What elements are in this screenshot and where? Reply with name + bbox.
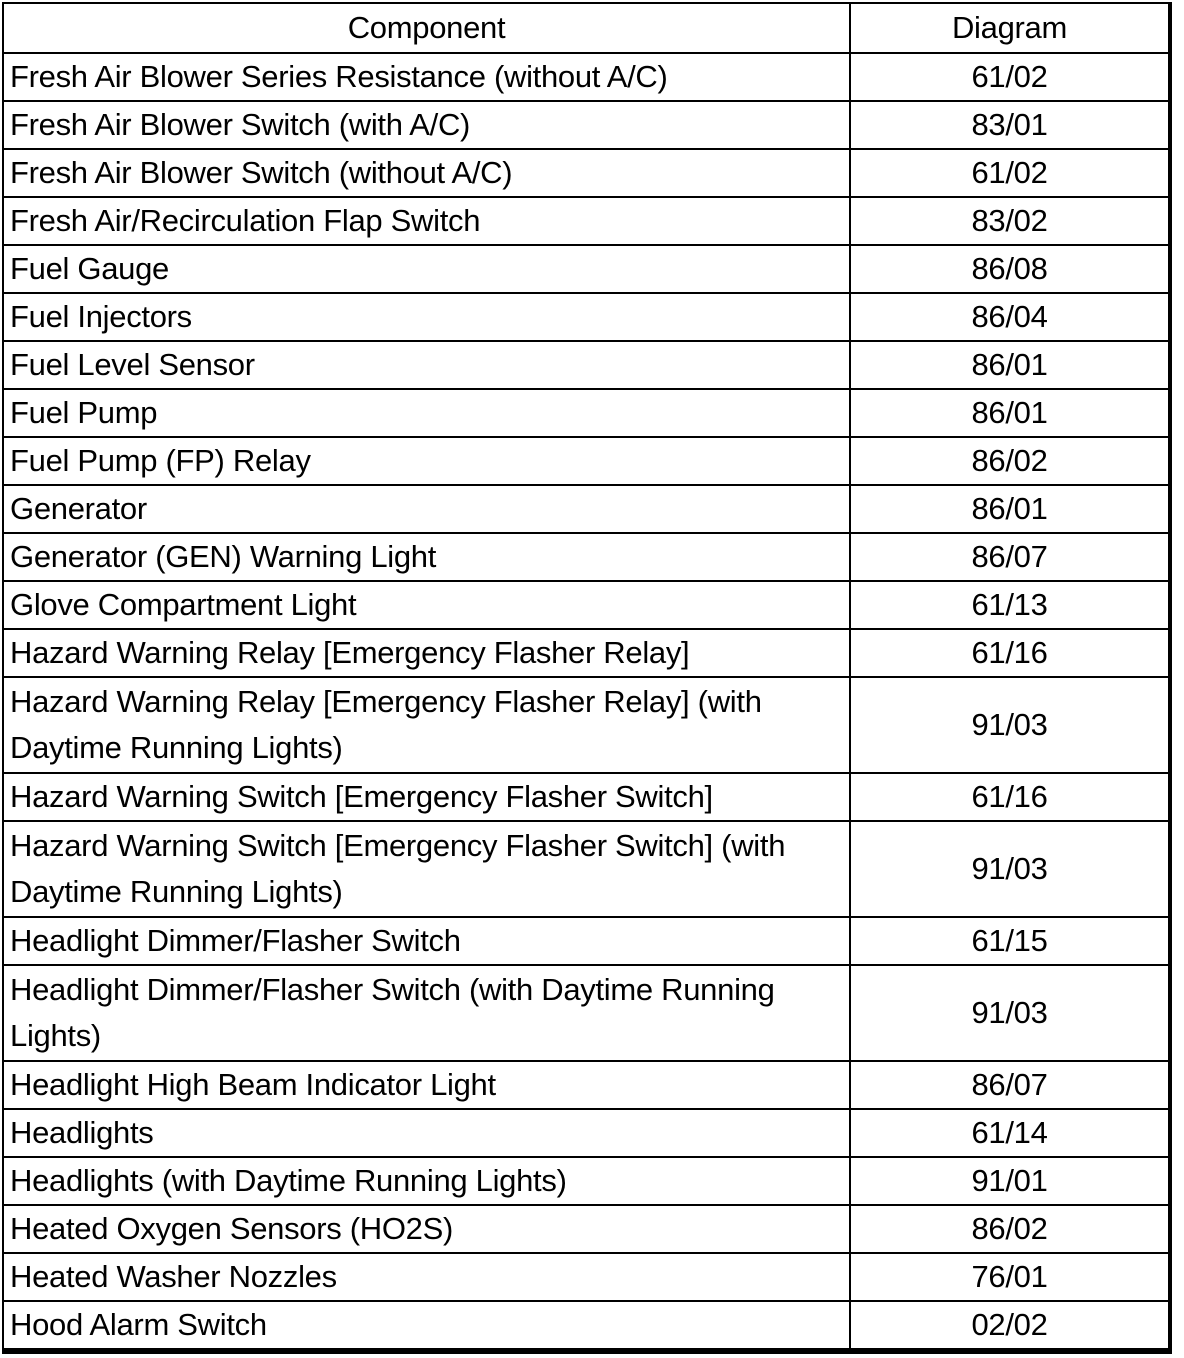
diagram-cell: 91/03 [850, 677, 1169, 773]
diagram-cell: 86/07 [850, 533, 1169, 581]
component-diagram-table [2, 2, 1170, 1350]
table-row [3, 101, 1169, 149]
table-row [3, 533, 1169, 581]
diagram-cell: 61/15 [850, 917, 1169, 965]
component-diagram-table-container [2, 2, 1172, 1354]
component-cell: Fresh Air Blower Switch (without A/C) [3, 149, 850, 197]
diagram-cell: 61/02 [850, 53, 1169, 101]
component-cell: Headlight Dimmer/Flasher Switch (with Daytime Running Lights) [3, 965, 850, 1061]
component-cell: Fresh Air/Recirculation Flap Switch [3, 197, 850, 245]
diagram-cell: 86/04 [850, 293, 1169, 341]
diagram-cell: 91/01 [850, 1157, 1169, 1205]
component-cell: Headlight Dimmer/Flasher Switch [3, 917, 850, 965]
component-cell: Headlights (with Daytime Running Lights) [3, 1157, 850, 1205]
diagram-cell: 86/02 [850, 1205, 1169, 1253]
table-row [3, 293, 1169, 341]
table-row [3, 437, 1169, 485]
diagram-cell: 86/07 [850, 1061, 1169, 1109]
table-row [3, 485, 1169, 533]
component-cell: Fresh Air Blower Switch (with A/C) [3, 101, 850, 149]
diagram-cell: 86/01 [850, 389, 1169, 437]
diagram-cell: 86/01 [850, 341, 1169, 389]
table-row [3, 53, 1169, 101]
component-cell: Hazard Warning Relay [Emergency Flasher Relay] [3, 629, 850, 677]
component-cell: Fuel Gauge [3, 245, 850, 293]
component-cell: Fuel Level Sensor [3, 341, 850, 389]
component-cell: Heated Washer Nozzles [3, 1253, 850, 1301]
table-row [3, 917, 1169, 965]
table-row [3, 773, 1169, 821]
component-cell: Hood Alarm Switch [3, 1301, 850, 1349]
table-row [3, 1157, 1169, 1205]
table-row [3, 677, 1169, 773]
diagram-cell: 02/02 [850, 1301, 1169, 1349]
component-cell: Fuel Pump [3, 389, 850, 437]
diagram-cell: 86/08 [850, 245, 1169, 293]
component-cell: Heated Oxygen Sensors (HO2S) [3, 1205, 850, 1253]
component-cell: Fresh Air Blower Series Resistance (without A/C) [3, 53, 850, 101]
component-cell: Generator (GEN) Warning Light [3, 533, 850, 581]
component-column-header: Component [3, 3, 850, 53]
component-cell: Hazard Warning Switch [Emergency Flasher Switch] (with Daytime Running Lights) [3, 821, 850, 917]
table-row [3, 581, 1169, 629]
component-cell: Generator [3, 485, 850, 533]
component-cell: Hazard Warning Relay [Emergency Flasher Relay] (with Daytime Running Lights) [3, 677, 850, 773]
diagram-cell: 76/01 [850, 1253, 1169, 1301]
table-row [3, 1061, 1169, 1109]
component-cell: Fuel Injectors [3, 293, 850, 341]
diagram-cell: 91/03 [850, 965, 1169, 1061]
table-row [3, 389, 1169, 437]
table-row [3, 197, 1169, 245]
table-row [3, 149, 1169, 197]
table-row [3, 341, 1169, 389]
table-row [3, 1109, 1169, 1157]
diagram-cell: 86/01 [850, 485, 1169, 533]
table-row [3, 1253, 1169, 1301]
component-cell: Headlights [3, 1109, 850, 1157]
table-row [3, 1301, 1169, 1349]
diagram-cell: 91/03 [850, 821, 1169, 917]
table-row [3, 629, 1169, 677]
table-header-row [3, 3, 1169, 53]
table-row [3, 1205, 1169, 1253]
diagram-cell: 83/02 [850, 197, 1169, 245]
diagram-cell: 61/14 [850, 1109, 1169, 1157]
component-cell: Glove Compartment Light [3, 581, 850, 629]
component-cell: Hazard Warning Switch [Emergency Flasher Switch] [3, 773, 850, 821]
component-cell: Headlight High Beam Indicator Light [3, 1061, 850, 1109]
diagram-cell: 83/01 [850, 101, 1169, 149]
diagram-cell: 61/13 [850, 581, 1169, 629]
table-row [3, 821, 1169, 917]
table-row [3, 245, 1169, 293]
diagram-column-header: Diagram [850, 3, 1169, 53]
diagram-cell: 86/02 [850, 437, 1169, 485]
diagram-cell: 61/16 [850, 629, 1169, 677]
component-cell: Fuel Pump (FP) Relay [3, 437, 850, 485]
diagram-cell: 61/16 [850, 773, 1169, 821]
table-row [3, 965, 1169, 1061]
diagram-cell: 61/02 [850, 149, 1169, 197]
